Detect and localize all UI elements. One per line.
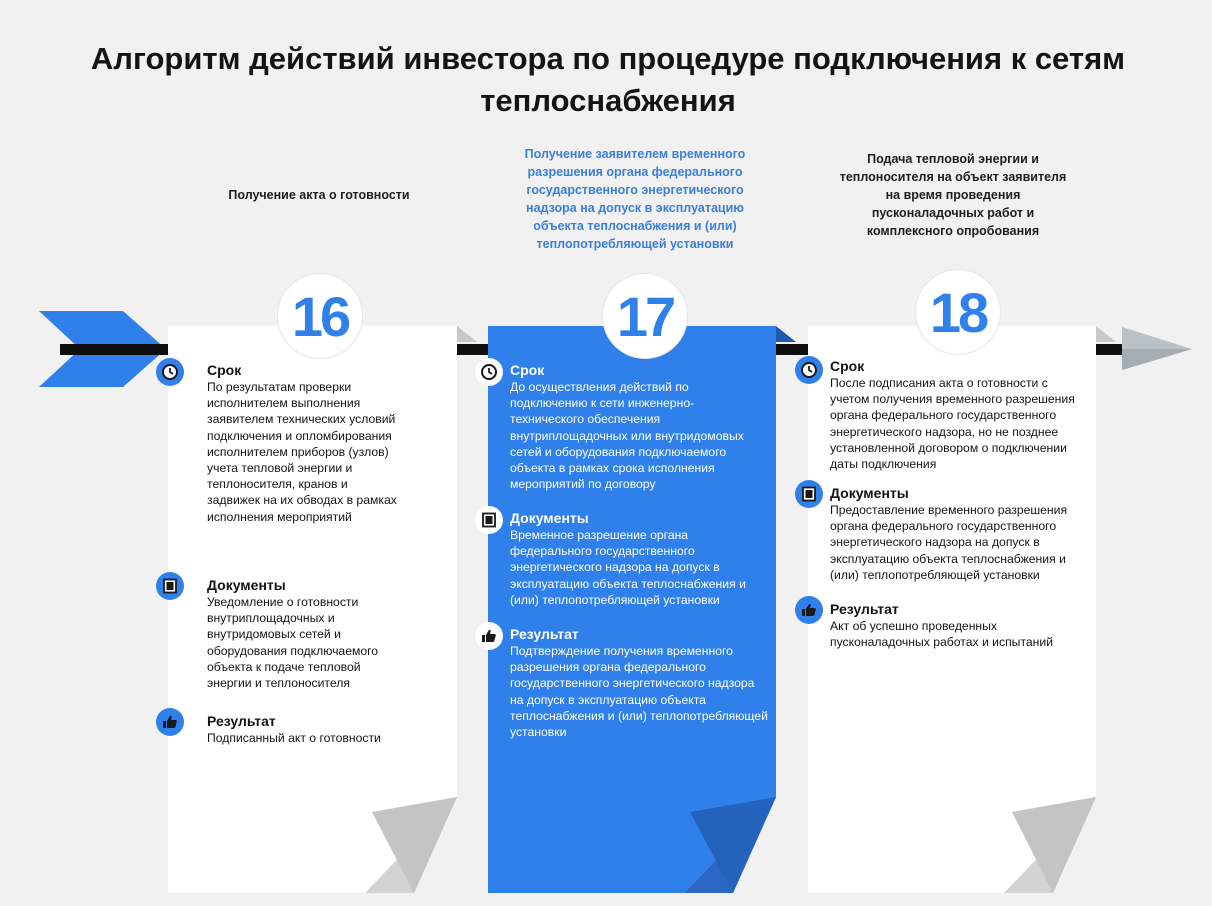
thumbs-up-icon [475,622,503,650]
thumbs-up-icon [156,708,184,736]
stage-18-title: Подача тепловой энергии и теплоносителя на объект заявителя на время проведения пусконаладочных работ и комплексного опробования [839,152,1067,238]
stage-18-srok [830,357,1086,472]
stage-16-title: Получение акта о готовности [228,188,410,202]
page-title: Алгоритм действий инвестора по процедуре подключения к сетям теплоснабжения [90,41,1126,118]
srok-label: Срок [830,358,865,374]
stage-16-docs [207,576,407,691]
srok-text: До осуществления действий по подключению к сети инженерно-технического обеспечения внутриплощадочных или внутридомовых сетей и оборудования подключаемого объекта в рамках срока исполнения мероприятий по договору [510,380,744,492]
stage-18-docs [830,484,1080,583]
stage-17-number: 17 [603,274,687,358]
clock-icon [156,358,184,386]
stage-16-result [207,712,417,746]
result-label: Результат [830,601,899,617]
document-icon [795,480,823,508]
docs-label: Документы [207,577,286,593]
stage-18-number: 18 [916,270,1000,354]
srok-label: Срок [207,362,242,378]
stage-16-srok [207,361,399,525]
docs-text: Предоставление временного разрешения органа федерального государственного энергетического надзора на допуск в эксплуатацию объекта теплоснабжения и (или) теплопотребляющей установки [830,503,1068,582]
stage-16-number: 16 [278,274,362,358]
result-label: Результат [207,713,276,729]
result-text: Подтверждение получения временного разрешения органа федерального государственного энергетического надзора на допуск в эксплуатацию объекта теплоснабжения и (или) теплопотребляющей установки [510,644,768,740]
clock-icon [795,356,823,384]
thumbs-up-icon [795,596,823,624]
clock-icon [475,358,503,386]
docs-text: Временное разрешение органа федерального государственного энергетического надзора на допуск в эксплуатацию объекта теплоснабжения и (или) теплопотребляющей установки [510,528,746,607]
docs-label: Документы [510,510,589,526]
stage-17-title: Получение заявителем временного разрешения органа федерального государственного энергетического надзора на допуск в эксплуатацию объекта теплоснабжения и (или) теплопотребляющей установки [524,147,746,251]
document-icon [156,572,184,600]
stage-17-srok [510,361,762,492]
stage-17-docs [510,509,760,608]
document-icon [475,506,503,534]
result-text: Акт об успешно проведенных пусконаладочных работах и испытаний [830,619,1054,650]
srok-text: По результатам проверки исполнителем выполнения заявителем технических условий подключения и опломбирования исполнителем приборов (узлов) учета тепловой энергии и теплоносителя, кранов и задвижек на их обводах в рамках исполнения мероприятий [207,380,397,524]
docs-text: Уведомление о готовности внутриплощадочных и внутридомовых сетей и оборудования подключаемого объекта к подаче тепловой энергии и теплоносителя [207,595,379,691]
srok-label: Срок [510,362,545,378]
stage-18-result [830,600,1076,650]
result-label: Результат [510,626,579,642]
srok-text: После подписания акта о готовности с учетом получения временного разрешения органа федерального государственного энергетического надзора, но не позднее установленной договором о подключении даты подключения [830,376,1075,472]
stage-17-result [510,625,768,740]
docs-label: Документы [830,485,909,501]
result-text: Подписанный акт о готовности [207,731,381,745]
